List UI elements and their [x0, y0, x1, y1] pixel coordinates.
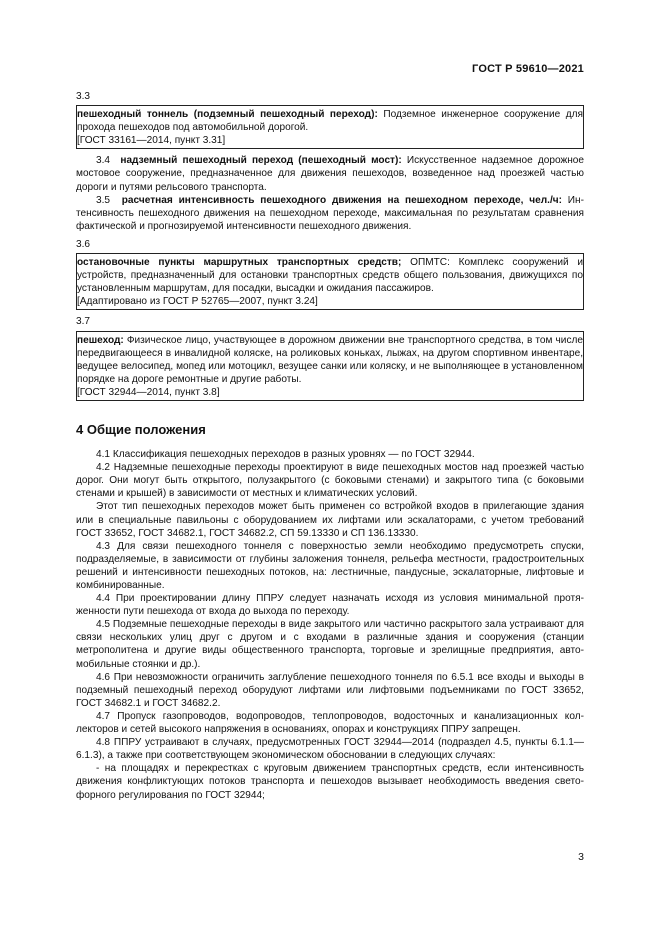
definition-3-6	[77, 256, 583, 295]
clause-3-3-number: 3.3	[76, 91, 91, 102]
definition-text-3-5: Интенсивность пешеходного движения на пешеходном переходе, максимальная по результатам сравнения фактической и прогнозируемой интенсивности пешеходного движения.	[76, 194, 585, 232]
paragraph-4-8: 4.8 ППРУ устраивают в случаях, предусмотренных ГОСТ 32944—2014 (подраздел 4.5, пункты 6.1.1—6.1.3), а также при соответствующем экономическом обосновании в следующих случаях:	[76, 737, 584, 762]
definition-3-7	[77, 334, 583, 386]
list-item-4-8-1: - на площадях и перекрестках с круговым движением транспортных средств, если интенсивность движения конфликтующих потоков транспорта и пешеходов вызывает необходимость введения светофорного регулирования по ГОСТ 32944;	[76, 763, 584, 801]
definition-text-3-6: ОПМТС: Комплекс сооружений и устройств, предназначенный для остановки транспортных средств общего пользования, движущихся по установленным маршрутам, для посадки, высадки и ожидания пассажиров.	[77, 257, 583, 295]
clause-3-7-number: 3.7	[76, 316, 91, 328]
paragraph-4-2: 4.2 Надземные пешеходные переходы проектируют в виде пешеходных мостов над проезжей частью дорог. Они могут быть открытого, полузакрытого (с боковыми стенами) и закрытого типа (с боковыми стенами и крышей) в зависимости от местных и климатических условий.	[76, 462, 584, 500]
clause-3-4-number: 3.4	[96, 155, 111, 167]
term-3-4: надземный пешеходный переход (пешеходный мост):	[120, 155, 402, 167]
definition-box-3-7	[76, 331, 584, 401]
standard-designation: ГОСТ Р 59610—2021	[472, 63, 584, 75]
page-number: 3	[578, 851, 584, 863]
paragraph-4-1: 4.1 Классификация пешеходных переходов в разных уровнях — по ГОСТ 32944.	[96, 449, 475, 461]
definition-text-3-3: Подземное инженерное сооружение для прохода пешеходов под автомобильной дорогой.	[77, 109, 583, 134]
term-3-6: остановочные пункты маршрутных транспортных средств;	[77, 257, 402, 269]
clause-3-5-number: 3.5	[96, 194, 111, 206]
reference-3-7: [ГОСТ 32944—2014, пункт 3.8]	[77, 386, 220, 398]
paragraph-4-5: 4.5 Подземные пешеходные переходы в виде закрытого или частично раскрытого зала устраивают для связи нескольких улиц друг с другом и с входами в различные здания и сооружения (станции метрополитена и другие виды общественного транспорта, торговые и зрелищные предприятия, автомобильные стоянки и др.).	[76, 619, 584, 670]
term-3-5: расчетная интенсивность пешеходного движения на пешеходном переходе, чел./ч:	[121, 194, 562, 206]
section-4-title: 4 Общие положения	[76, 421, 206, 437]
document-body	[76, 90, 584, 802]
definition-box-3-6	[76, 253, 584, 310]
definition-text-3-7: Физическое лицо, участвующее в дорожном движении вне транспортного средства, в том числе передвигающееся в инвалидной коляске, на роликовых коньках, лыжах, на другом спортивном инвентаре, ведущее велосипед, мопед или мотоцикл, везущее санки или коляску, и не выполняющее в установленном порядке на дороге ремонтные и другие работы.	[77, 334, 583, 385]
paragraph-4-2-continued: Этот тип пешеходных переходов может быть применен со встройкой входов в прилегающие здания или в специальные павильоны с оборудованием их лифтами или эскалаторами, с учетом требований ГОСТ 33652, ГОСТ 34682.1, ГОСТ 34682.2, СП 59.13330 и СП 136.13330.	[76, 501, 584, 539]
paragraph-4-6: 4.6 При невозможности ограничить заглубление пешеходного тоннеля по 6.5.1 все входы и выходы в подземный пешеходный переход оборудуют лифтами или лифтовыми подъемниками по ГОСТ 33652, ГОСТ 34682.1 и ГОСТ 34682.2.	[76, 671, 584, 709]
clause-3-6-number: 3.6	[76, 238, 91, 250]
term-3-3: пешеходный тоннель (подземный пешеходный переход):	[77, 109, 378, 121]
paragraph-4-7: 4.7 Пропуск газопроводов, водопроводов, теплопроводов, водосточных и канализационных коллекторов и сетей высокого напряжения в основаниях, опорах и конструкциях ППРУ запрещен.	[76, 710, 584, 736]
definition-box-3-3	[76, 105, 584, 149]
definition-text-3-4: Искусственное надземное дорожное мостовое сооружение, предназначенное для движения пешеходов, возведенное над проезжей частью дороги и путями рельсового транспорта.	[76, 155, 584, 193]
clause-3-5	[76, 194, 584, 233]
reference-3-6: [Адаптировано из ГОСТ Р 52765—2007, пункт 3.24]	[77, 296, 318, 308]
term-3-7: пешеход:	[77, 334, 124, 346]
paragraph-4-3: 4.3 Для связи пешеходного тоннеля с поверхностью земли необходимо предусмотреть спуски, подразделяемые, в зависимости от глубины заложения тоннеля, рельефа местности, градостроительных решений и интенсивности пешеходных потоков, на: лестничные, пандусные, эскалаторные, лифтовые и комбинированные.	[76, 540, 584, 591]
reference-3-3: [ГОСТ 33161—2014, пункт 3.31]	[77, 135, 226, 147]
definition-3-3	[77, 108, 583, 134]
paragraph-4-4: 4.4 При проектировании длину ППРУ следует назначать исходя из условия минимальной протяженности пути пешехода от входа до выхода по переходу.	[76, 593, 584, 618]
clause-3-4	[76, 154, 584, 193]
